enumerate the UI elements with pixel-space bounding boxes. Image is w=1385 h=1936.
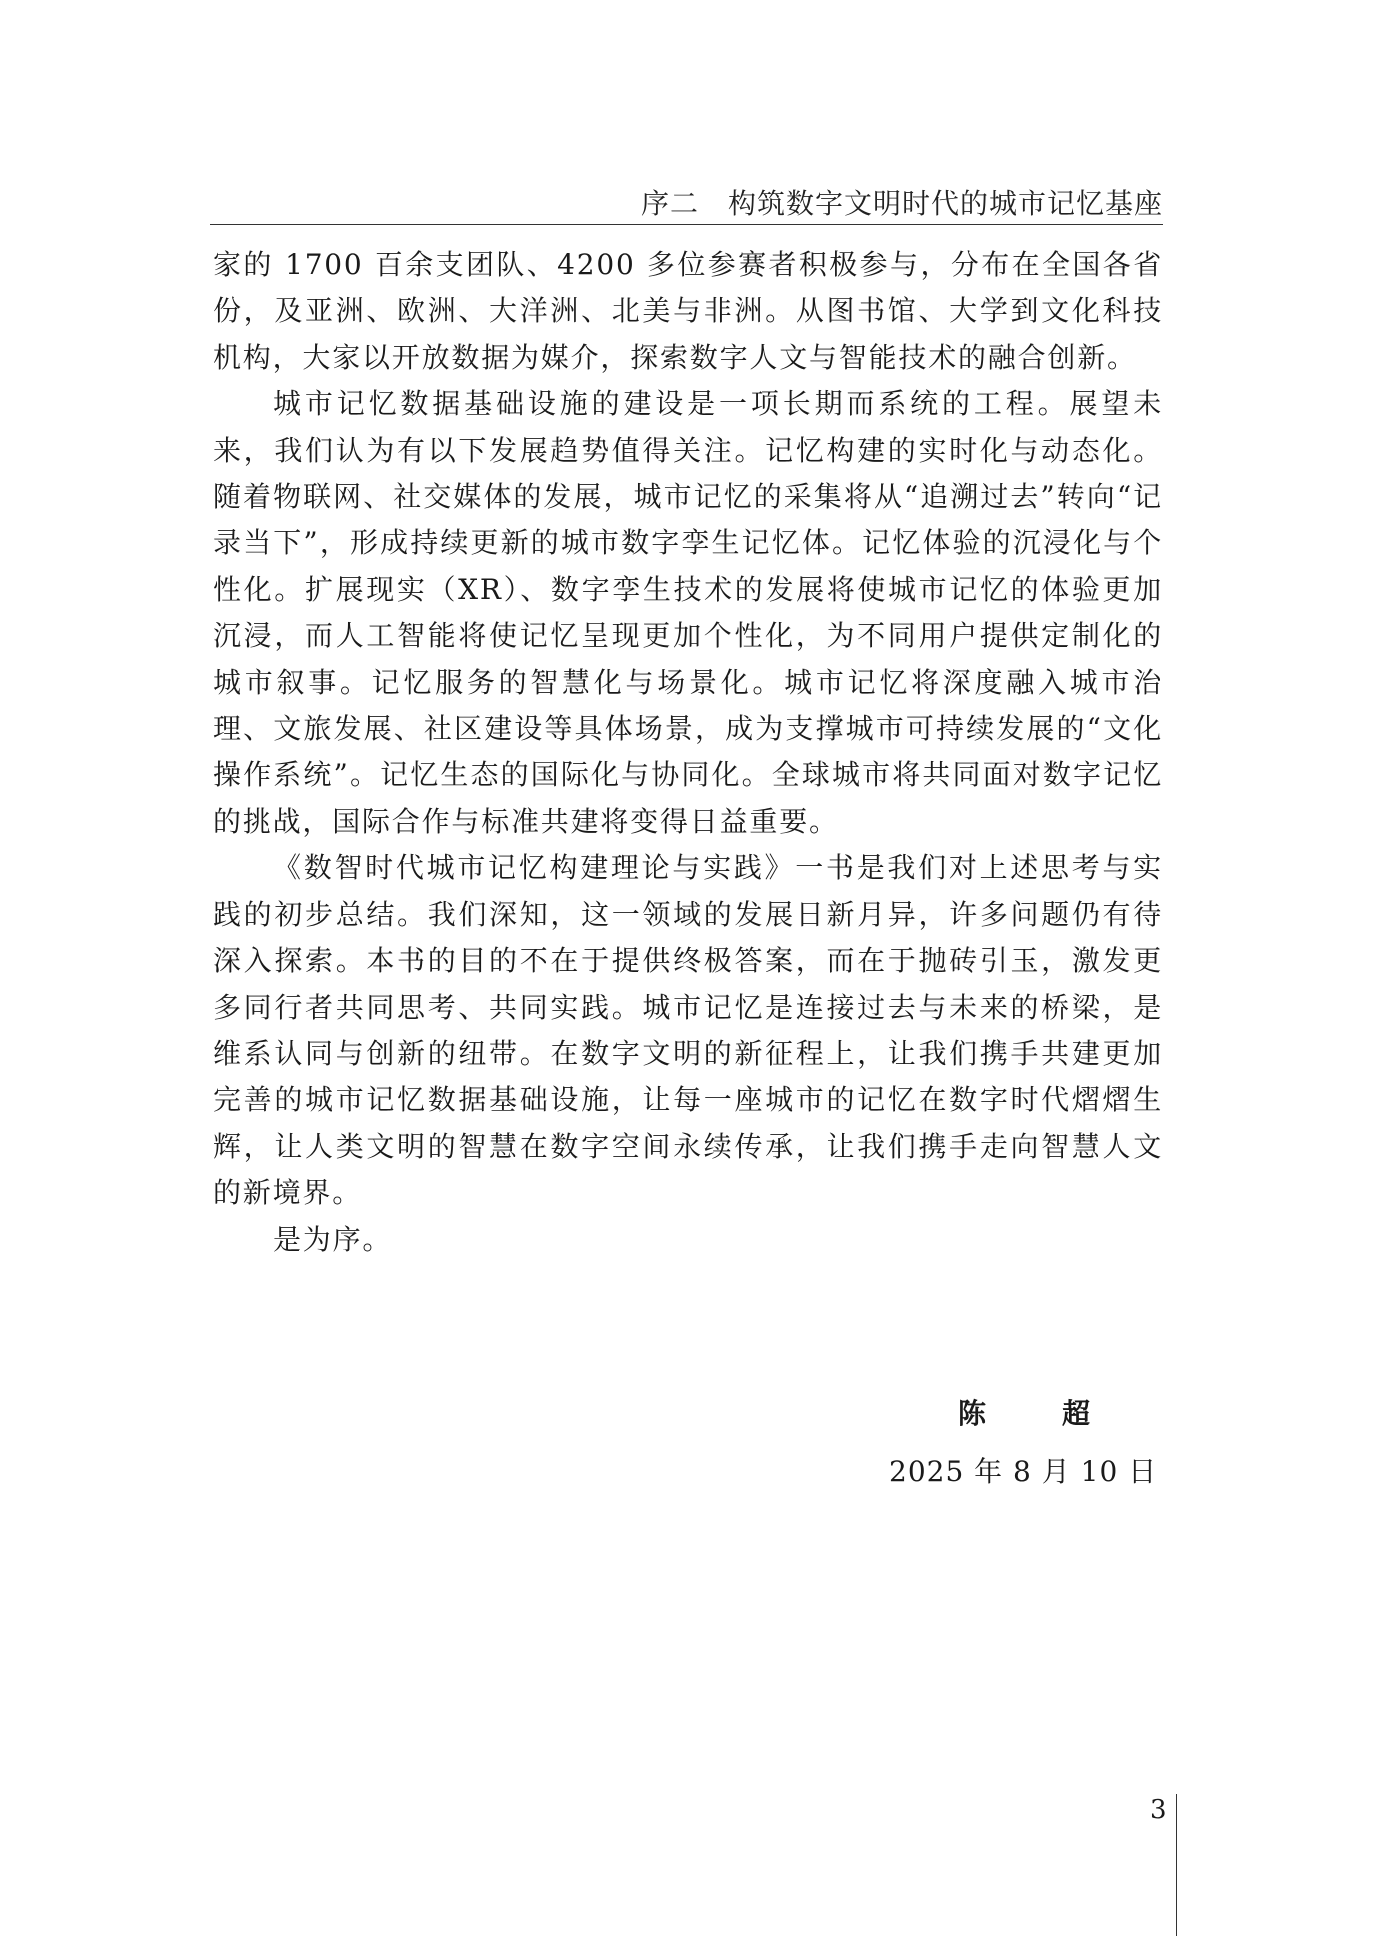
paragraph-future-trends: 城市记忆数据基础设施的建设是一项长期而系统的工程。展望未来，我们认为有以下发展趋势值得关注。记忆构建的实时化与动态化。随着物联网、社交媒体的发展，城市记忆的采集将从“追溯过去”转向“记录当下”，形成持续更新的城市数字孪生记忆体。记忆体验的沉浸化与个性化。扩展现实（XR）、数字孪生技术的发展将使城市记忆的体验更加沉浸，而人工智能将使记忆呈现更加个性化，为不同用户提供定制化的城市叙事。记忆服务的智慧化与场景化。城市记忆将深度融入城市治理、文旅发展、社区建设等具体场景，成为支撑城市可持续发展的“文化操作系统”。记忆生态的国际化与协同化。全球城市将共同面对数字记忆的挑战，国际合作与标准共建将变得日益重要。: [213, 387, 1163, 838]
running-header-title: 序二 构筑数字文明时代的城市记忆基座: [640, 187, 1163, 220]
page-number: 3: [1150, 1795, 1167, 1825]
signature-date: 2025 年 8 月 10 日: [889, 1455, 1158, 1488]
header-rule: [210, 224, 1163, 225]
closing-line: 是为序。: [273, 1222, 393, 1256]
paragraph-continued: 家的 1700 百余支团队、4200 多位参赛者积极参与，分布在全国各省份，及亚洲、欧洲、大洋洲、北美与非洲。从图书馆、大学到文化科技机构，大家以开放数据为媒介，探索数字人文与智能技术的融合创新。: [213, 248, 1163, 374]
author-signature: 陈 超: [958, 1397, 1115, 1430]
gutter-rule: [1176, 1794, 1177, 1936]
paragraph-book-summary: 《数智时代城市记忆构建理论与实践》一书是我们对上述思考与实践的初步总结。我们深知，这一领域的发展日新月异，许多问题仍有待深入探索。本书的目的不在于提供终极答案，而在于抛砖引玉，激发更多同行者共同思考、共同实践。城市记忆是连接过去与未来的桥梁，是维系认同与创新的纽带。在数字文明的新征程上，让我们携手共建更加完善的城市记忆数据基础设施，让每一座城市的记忆在数字时代熠熠生辉，让人类文明的智慧在数字空间永续传承，让我们携手走向智慧人文的新境界。: [213, 851, 1163, 1210]
body-text: [213, 242, 1163, 1263]
